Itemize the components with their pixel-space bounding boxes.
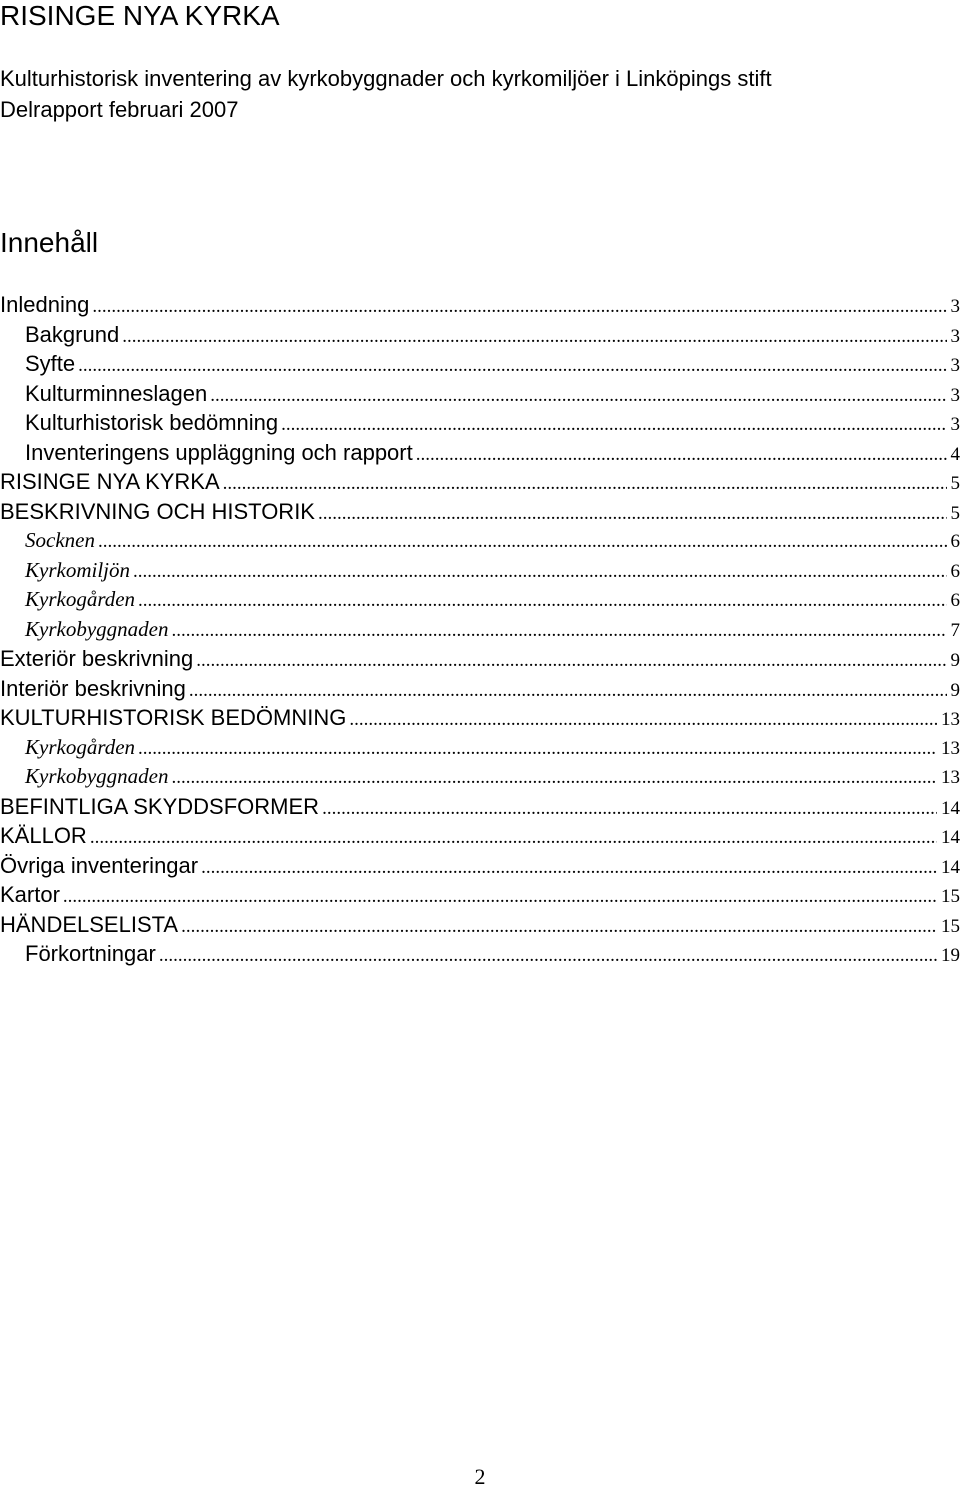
toc-entry-page-number: 14 [941, 794, 960, 823]
toc-entry-page-number: 13 [941, 763, 960, 792]
toc-entry[interactable] [0, 880, 960, 910]
toc-dot-leader [181, 912, 937, 941]
toc-entry-label: KÄLLOR [0, 821, 87, 850]
toc-dot-leader [210, 381, 946, 410]
toc-entry-page-number: 9 [951, 676, 960, 705]
toc-entry-page-number: 3 [951, 381, 960, 410]
toc-entry-label: KULTURHISTORISK BEDÖMNING [0, 703, 346, 732]
toc-entry-page-number: 5 [951, 469, 960, 498]
toc-dot-leader [78, 351, 946, 380]
toc-dot-leader [90, 823, 937, 852]
toc-entry-label: Kyrkobyggnaden [0, 615, 168, 644]
toc-dot-leader [196, 646, 946, 675]
toc-entry-page-number: 5 [951, 499, 960, 528]
toc-entry[interactable] [0, 733, 960, 763]
toc-dot-leader [133, 557, 947, 586]
toc-entry[interactable] [0, 703, 960, 733]
toc-dot-leader [281, 410, 946, 439]
toc-entry-label: Socknen [0, 526, 95, 555]
toc-dot-leader [322, 794, 937, 823]
toc-entry-page-number: 6 [951, 586, 960, 615]
toc-entry-page-number: 4 [951, 440, 960, 469]
toc-entry-page-number: 3 [951, 292, 960, 321]
toc-entry-label: Syfte [0, 349, 75, 378]
toc-entry-page-number: 9 [951, 646, 960, 675]
toc-entry-label: Kyrkogården [0, 733, 135, 762]
toc-entry-page-number: 15 [941, 882, 960, 911]
toc-dot-leader [171, 763, 937, 792]
toc-dot-leader [318, 499, 947, 528]
toc-entry-page-number: 7 [951, 616, 960, 645]
toc-entry-page-number: 14 [941, 823, 960, 852]
toc-entry[interactable] [0, 438, 960, 468]
toc-entry-page-number: 13 [941, 705, 960, 734]
toc-entry[interactable] [0, 851, 960, 881]
toc-dot-leader [138, 734, 937, 763]
table-of-contents [0, 290, 960, 969]
toc-entry-page-number: 3 [951, 351, 960, 380]
toc-entry-label: Kartor [0, 880, 60, 909]
toc-dot-leader [122, 322, 946, 351]
toc-entry-page-number: 13 [941, 734, 960, 763]
toc-dot-leader [189, 676, 947, 705]
toc-entry-label: Kulturminneslagen [0, 379, 207, 408]
toc-dot-leader [171, 616, 946, 645]
toc-dot-leader [349, 705, 937, 734]
toc-entry-label: BEFINTLIGA SKYDDSFORMER [0, 792, 319, 821]
toc-entry[interactable] [0, 585, 960, 615]
toc-entry[interactable] [0, 349, 960, 379]
toc-dot-leader [92, 292, 946, 321]
toc-entry[interactable] [0, 644, 960, 674]
toc-entry-page-number: 6 [951, 527, 960, 556]
toc-entry[interactable] [0, 762, 960, 792]
toc-entry-page-number: 6 [951, 557, 960, 586]
toc-entry-label: Förkortningar [0, 939, 156, 968]
toc-entry-page-number: 3 [951, 322, 960, 351]
toc-entry-label: Exteriör beskrivning [0, 644, 193, 673]
toc-entry[interactable] [0, 615, 960, 645]
toc-dot-leader [201, 853, 937, 882]
toc-entry-label: Inledning [0, 290, 89, 319]
toc-entry-label: Interiör beskrivning [0, 674, 186, 703]
toc-dot-leader [223, 469, 947, 498]
toc-dot-leader [159, 941, 937, 970]
toc-entry-label: RISINGE NYA KYRKA [0, 467, 220, 496]
toc-entry-label: Kyrkobyggnaden [0, 762, 168, 791]
toc-entry-page-number: 15 [941, 912, 960, 941]
toc-entry-label: Övriga inventeringar [0, 851, 198, 880]
toc-entry[interactable] [0, 674, 960, 704]
toc-entry[interactable] [0, 497, 960, 527]
toc-entry-page-number: 3 [951, 410, 960, 439]
toc-entry[interactable] [0, 821, 960, 851]
document-title: RISINGE NYA KYRKA [0, 0, 280, 32]
toc-entry-label: Inventeringens uppläggning och rapport [0, 438, 413, 467]
toc-entry[interactable] [0, 910, 960, 940]
toc-dot-leader [416, 440, 947, 469]
toc-dot-leader [98, 527, 947, 556]
toc-entry-label: Bakgrund [0, 320, 119, 349]
toc-entry[interactable] [0, 408, 960, 438]
toc-entry-page-number: 19 [941, 941, 960, 970]
toc-entry-label: Kulturhistorisk bedömning [0, 408, 278, 437]
page-number: 2 [0, 1464, 960, 1490]
toc-entry-label: HÄNDELSELISTA [0, 910, 178, 939]
toc-entry-page-number: 14 [941, 853, 960, 882]
report-date: Delrapport februari 2007 [0, 97, 238, 123]
toc-dot-leader [138, 586, 946, 615]
toc-entry-label: Kyrkomiljön [0, 556, 130, 585]
toc-entry[interactable] [0, 320, 960, 350]
toc-heading: Innehåll [0, 226, 98, 260]
toc-entry[interactable] [0, 939, 960, 969]
toc-entry[interactable] [0, 526, 960, 556]
toc-dot-leader [63, 882, 937, 911]
toc-entry-label: BESKRIVNING OCH HISTORIK [0, 497, 315, 526]
document-subtitle: Kulturhistorisk inventering av kyrkobyggnader och kyrkomiljöer i Linköpings stift [0, 66, 772, 92]
toc-entry[interactable] [0, 379, 960, 409]
toc-entry[interactable] [0, 792, 960, 822]
toc-entry-label: Kyrkogården [0, 585, 135, 614]
toc-entry[interactable] [0, 290, 960, 320]
toc-entry[interactable] [0, 556, 960, 586]
toc-entry[interactable] [0, 467, 960, 497]
